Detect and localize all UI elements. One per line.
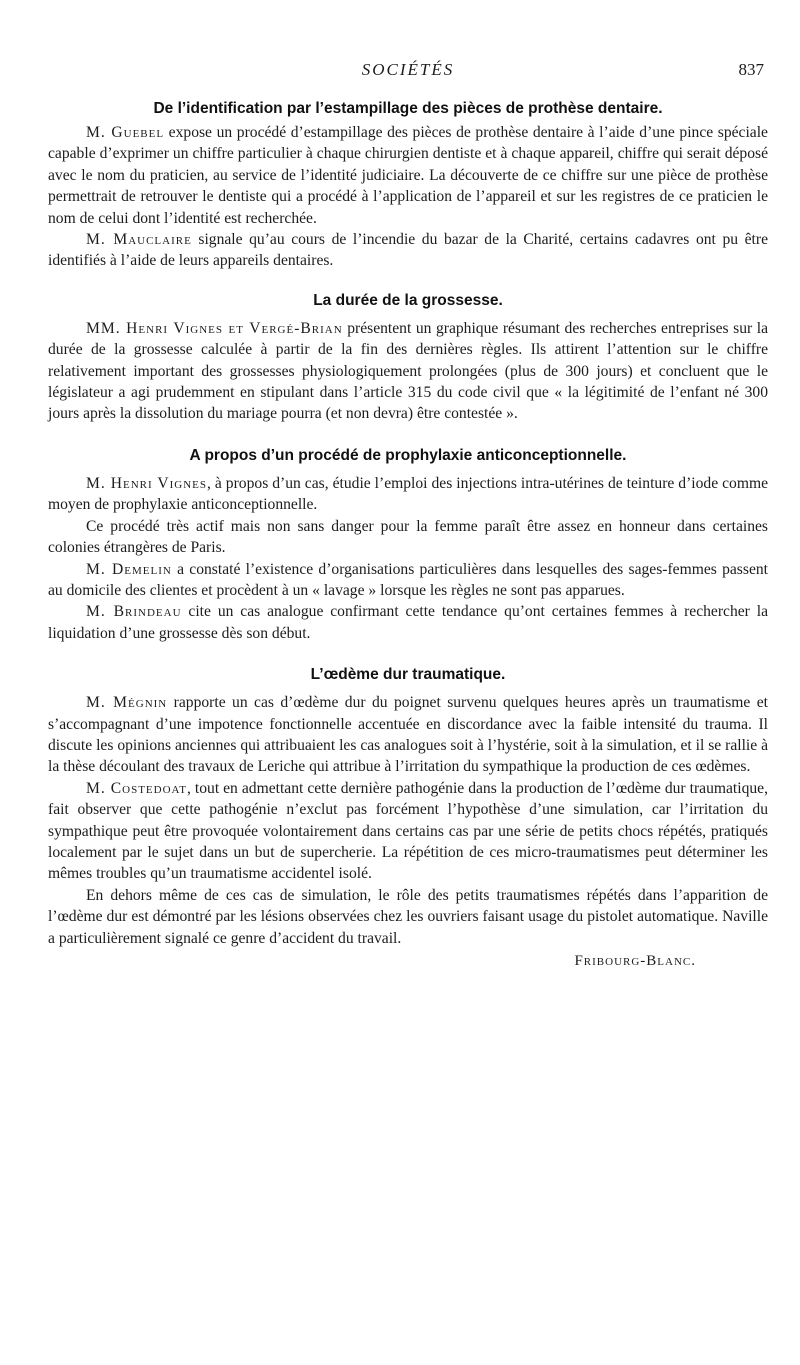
journal-page xyxy=(48,58,768,970)
speaker-name: MM. Henri Vignes et Vergé-Brian xyxy=(86,319,343,337)
paragraph-text: En dehors même de ces cas de simulation, le rôle des petits traumatismes répétés dans l’apparition de l’œdème dur est démontré par les lésions observées chez les ouvriers faisant usage du pistolet automatique. Naville a particulièrement signalé ce genre d’accident du travail. xyxy=(48,886,768,947)
running-title: SOCIÉTÉS xyxy=(361,60,455,79)
paragraph-text: cite un cas analogue confirmant cette tendance qu’ont certaines femmes à rechercher la liquidation d’une grossesse dès son début. xyxy=(48,603,768,642)
paragraph xyxy=(48,692,768,778)
paragraph xyxy=(48,122,768,229)
section-title-prophylaxie: A propos d’un procédé de prophylaxie anticonceptionnelle. xyxy=(189,446,627,464)
paragraph xyxy=(48,885,768,949)
section-title-identification: De l’identification par l’estampillage des pièces de prothèse dentaire. xyxy=(153,100,663,117)
paragraph xyxy=(48,318,768,425)
running-head xyxy=(48,58,768,84)
speaker-name: M. Brindeau xyxy=(86,603,182,621)
paragraph xyxy=(48,229,768,272)
paragraph-text: Ce procédé très actif mais non sans danger pour la femme paraît être assez en honneur dans certaines colonies étrangères de Paris. xyxy=(48,517,768,557)
paragraph-text: a constaté l’existence d’organisations particulières dans lesquelles des sages-femmes passent au domicile des clientes et procèdent à un « lavage » lorsque les règles ne sont pas apparues. xyxy=(48,560,768,599)
paragraph-text: , à propos d’un cas, étudie l’emploi des injections intra-utérines de teinture d’iode comme moyen de prophylaxie anticonceptionnelle. xyxy=(48,474,769,514)
paragraph xyxy=(48,559,768,602)
page-number: 837 xyxy=(738,60,764,79)
paragraph-text: rapporte un cas d’œdème dur du poignet survenu quelques heures après un traumatisme et s’accompagnant d’une impotence fonctionnelle accentuée en discordance avec la faible intensité du trauma. Il discute les opinions anciennes qui attribuaient les cas analogues soit à l’hystérie, soit à la simulation, et il se rallie à la thèse découlant des travaux de Leriche qui attribue à l’irritation du sympathique la production de ces œdèmes. xyxy=(48,694,768,776)
paragraph-text: , tout en admettant cette dernière pathogénie dans la production de l’œdème dur traumatique, fait observer que cette pathogénie n’exclut pas forcément l’hypothèse d’une simulation, car l’irritation du sympathique peut être provoquée volontairement dans certains cas par une série de petits chocs répétés, pratiqués localement par le sujet dans un but de supercherie. La répétition de ces micro-traumatismes peut déterminer les mêmes troubles qu’un traumatisme accidentel isolé. xyxy=(48,779,768,883)
paragraph xyxy=(48,778,768,885)
speaker-name: M. Henri Vignes xyxy=(86,474,208,492)
paragraph-text: présentent un graphique résumant des recherches entreprises sur la durée de la grossesse calculée à partir de la fin des dernières règles. Ils attirent l’attention sur le chiffre relativement important des grossesses physiologiquement prolongées (plus de 300 jours) et concluent que le législateur a agi prudemment en stipulant dans l’article 315 du code civil que « la légitimité de l’enfant né 300 jours après la dissolution du mariage pourra (et non devra) être contestée ». xyxy=(48,319,768,423)
paragraph xyxy=(48,601,768,644)
paragraph-text: expose un procédé d’estampillage des pièces de prothèse dentaire à l’aide d’une pince spéciale capable d’exprimer un chiffre particulier à chaque chirurgien dentiste et à chaque appareil, chiffre qui serait déposé avec le nom du praticien, au service de l’identité judiciaire. La découverte de ce chiffre sur une pièce de prothèse permettrait de retrouver le dentiste qui a procédé à l’application de l’appareil et sur les registres de ce praticien le nom de celui dont l’identité est recherchée. xyxy=(48,124,768,227)
paragraph xyxy=(48,516,768,559)
section-title-oedeme: L’œdème dur traumatique. xyxy=(310,666,506,684)
speaker-name: M. Mégnin xyxy=(86,694,168,712)
speaker-name: M. Demelin xyxy=(86,560,172,578)
paragraph xyxy=(48,473,768,516)
paragraph-text: signale qu’au cours de l’incendie du bazar de la Charité, certains cadavres ont pu être identifiés à l’aide de leurs appareils dentaires. xyxy=(48,231,768,270)
section-title-grossesse: La durée de la grossesse. xyxy=(313,291,503,309)
speaker-name: M. Costedoat xyxy=(86,779,187,797)
speaker-name: M. Mauclaire xyxy=(86,231,192,249)
author-signature: Fribourg-Blanc. xyxy=(574,953,696,969)
speaker-name: M. Guebel xyxy=(86,124,165,141)
